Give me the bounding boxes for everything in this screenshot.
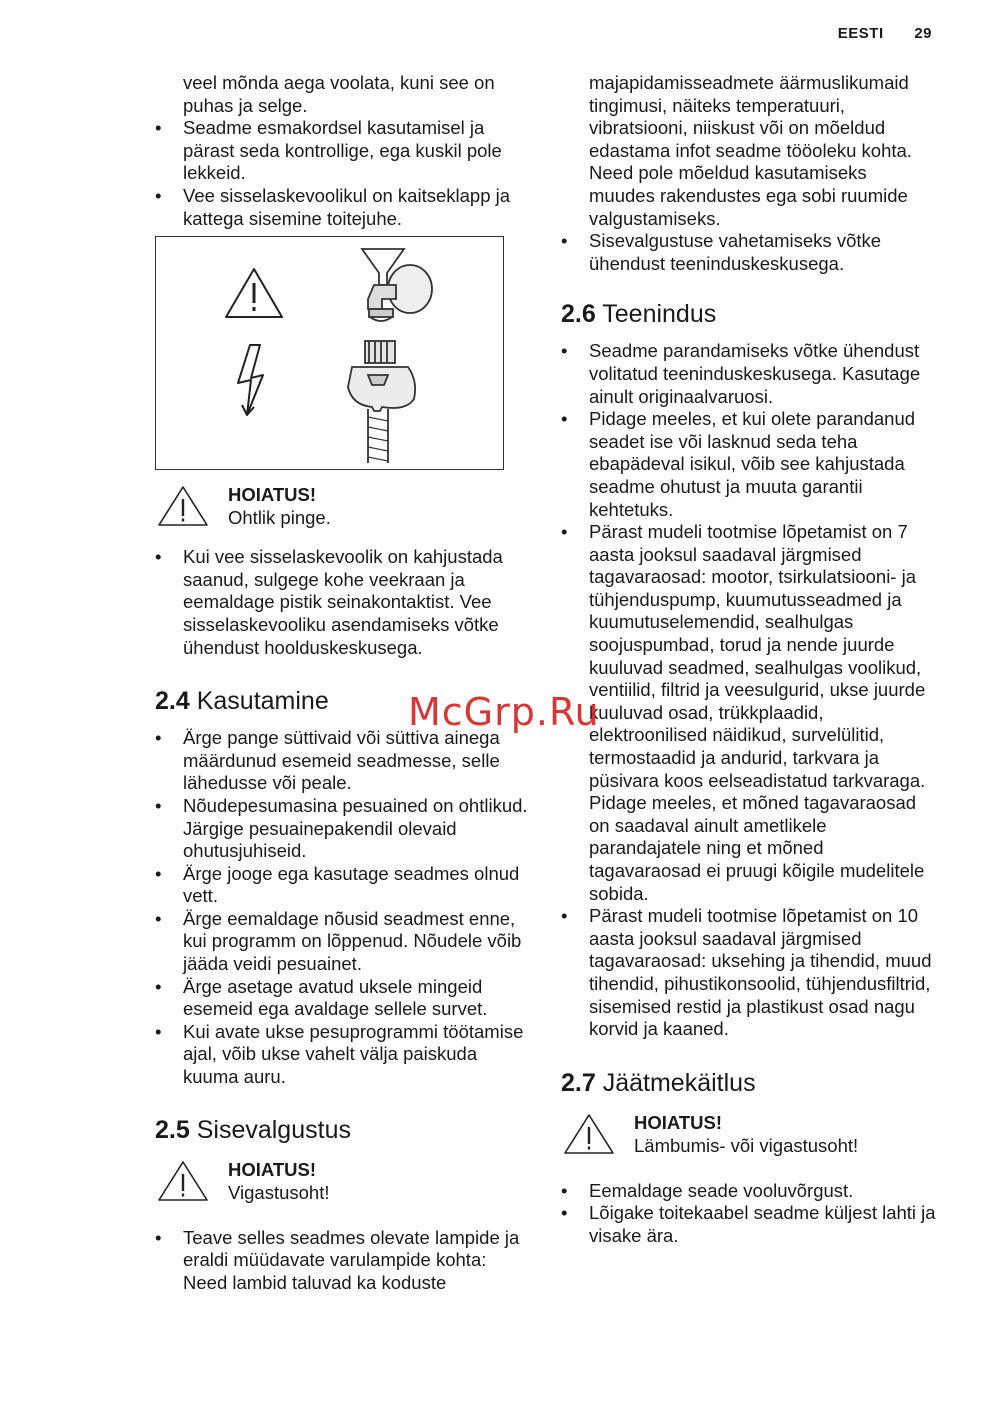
list-item: • Nõudepesumasina pesuained on ohtlikud. Järgige pesuainepakendil olevaid ohutusjuhiseid. bbox=[155, 795, 530, 863]
list-item: • Ärge asetage avatud uksele mingeid esemeid ega avaldage sellele survet. bbox=[155, 976, 530, 1021]
left-column bbox=[155, 72, 530, 1294]
warning-text: Lämbumis- või vigastusoht! bbox=[634, 1134, 859, 1156]
section-number: 2.4 bbox=[155, 687, 190, 716]
section-title: Teenindus bbox=[602, 300, 717, 329]
light-bullet-list bbox=[155, 1227, 530, 1295]
warning-text: Vigastusoht! bbox=[228, 1181, 330, 1203]
voltage-bullet-list bbox=[155, 546, 530, 659]
warning-voltage bbox=[155, 484, 530, 536]
list-item: • Teave selles seadmes olevate lampide ja eraldi müüdavate varulampide kohta: Need lambid taluvad ka koduste bbox=[155, 1227, 530, 1295]
list-item: • Sisevalgustuse vahetamiseks võtke ühendust teeninduskeskusega. bbox=[561, 230, 936, 275]
list-item: • Ärge jooge ega kasutage seadmes olnud vett. bbox=[155, 863, 530, 908]
section-title: Kasutamine bbox=[196, 687, 329, 716]
page-header bbox=[838, 25, 932, 42]
service-bullet-list bbox=[561, 340, 936, 1040]
list-item: • Eemaldage seade vooluvõrgust. bbox=[561, 1180, 936, 1203]
warning-suffocation bbox=[561, 1112, 936, 1164]
section-heading bbox=[561, 1068, 936, 1098]
bullet-continuation: majapidamisseadmete äärmuslikumaid tingimusi, näiteks temperatuuri, vibratsiooni, niiskust või on mõeldud edastama infot seadme tööoleku kohta. Need pole mõeldud kasutamiseks muudes rakendustes ega sobi ruumide valgustamiseks. bbox=[589, 72, 912, 229]
section-heading bbox=[561, 299, 936, 329]
language-label: EESTI bbox=[837, 25, 884, 42]
warning-triangle-icon bbox=[157, 484, 209, 528]
list-item: • Seadme esmakordsel kasutamisel ja pärast seda kontrollige, ega kuskil pole lekkeid. bbox=[155, 117, 530, 185]
warning-triangle-icon bbox=[563, 1112, 615, 1156]
list-item: • Kui avate ukse pesuprogrammi töötamise ajal, võib ukse vahelt välja paiskuda kuuma auru. bbox=[155, 1021, 530, 1089]
warning-triangle-icon bbox=[157, 1159, 209, 1203]
watermark: McGrp.Ru bbox=[408, 690, 600, 734]
list-item: • Kui vee sisselaskevoolik on kahjustada saanud, sulgege kohe veekraan ja eemaldage pistik seinakontaktist. Vee sisselaskevooliku asendamiseks võtke ühendust hoolduskeskusega. bbox=[155, 546, 530, 659]
intro-bullet-list bbox=[155, 117, 530, 230]
list-item: • Vee sisselaskevoolikul on kaitseklapp ja kattega sisemine toitejuhe. bbox=[155, 185, 530, 230]
section-title: Jäätmekäitlus bbox=[602, 1068, 756, 1097]
right-column bbox=[561, 72, 936, 1248]
light-bullet-list-continued bbox=[561, 230, 936, 275]
list-item: • Ärge eemaldage nõusid seadmest enne, kui programm on lõppenud. Nõudele võib jääda veidi pesuainet. bbox=[155, 908, 530, 976]
water-tap-icon bbox=[362, 249, 432, 321]
warning-triangle-icon bbox=[226, 269, 282, 317]
warning-injury bbox=[155, 1159, 530, 1211]
inlet-hose-illustration bbox=[156, 237, 502, 468]
list-item: • Ärge pange süttivaid või süttiva ainega määrdunud esemeid seadmesse, selle lähedusse või peale. bbox=[155, 727, 530, 795]
warning-title: HOIATUS! bbox=[634, 1111, 723, 1133]
list-item: • Seadme parandamiseks võtke ühendust volitatud teeninduskeskusega. Kasutage ainult originaalvaruosi. bbox=[561, 340, 936, 408]
inlet-hose-figure bbox=[155, 236, 504, 470]
warning-text: Ohtlik pinge. bbox=[228, 507, 331, 529]
section-heading bbox=[155, 1115, 530, 1145]
inlet-hose-icon bbox=[348, 341, 415, 463]
list-item: • Pärast mudeli tootmise lõpetamist on 10 aasta jooksul saadaval järgmised tagavaraosad: uksehing ja tihendid, muud tihendid, pihustikonsoolid, tühjendusfiltrid, sisemised restid ja plastikust osad nagu korvid ja kaaned. bbox=[561, 905, 936, 1041]
warning-title: HOIATUS! bbox=[228, 484, 317, 506]
list-item: • Pärast mudeli tootmise lõpetamist on 7 aasta jooksul saadaval järgmised tagavaraosad: mootor, tsirkulatsiooni- ja tühjenduspump, kuumutusseadmed ja kuumutuselemendid, sealhulgas soojuspumbad, torud ja nende juurde kuuluvad seadmed, sealhulgas voolikud, ventiilid, filtrid ja veesulgurid, ukse juurde kuuluvad osad, trükkplaadid, elektroonilised näidikud, survelülitid, termostaadid ja andurid, tarkvara ja püsivara koos eelseadistatud tarkvaraga. Pidage meeles, et mõned tagavaraosad on saadaval ainult ametlikele parandajatele ning et mõned tagavaraosad ei pruugi kõigile mudelitele sobida. bbox=[561, 521, 936, 905]
list-item: • Pidage meeles, et kui olete parandanud seadet ise või lasknud seda teha ebapädeval isikul, võib see kahjustada seadme ohutust ja muuta garantii kehtetuks. bbox=[561, 408, 936, 521]
list-item: • Lõigake toitekaabel seadme küljest lahti ja visake ära. bbox=[561, 1202, 936, 1247]
lightning-bolt-icon bbox=[238, 345, 263, 415]
disposal-bullet-list bbox=[561, 1180, 936, 1248]
bullet-continuation: veel mõnda aega voolata, kuni see on puhas ja selge. bbox=[183, 72, 495, 116]
section-number: 2.6 bbox=[561, 300, 596, 329]
section-number: 2.7 bbox=[561, 1068, 596, 1097]
usage-bullet-list bbox=[155, 727, 530, 1089]
section-title: Sisevalgustus bbox=[196, 1115, 351, 1144]
section-number: 2.5 bbox=[155, 1115, 190, 1144]
page-number: 29 bbox=[914, 25, 932, 42]
warning-title: HOIATUS! bbox=[228, 1158, 317, 1180]
